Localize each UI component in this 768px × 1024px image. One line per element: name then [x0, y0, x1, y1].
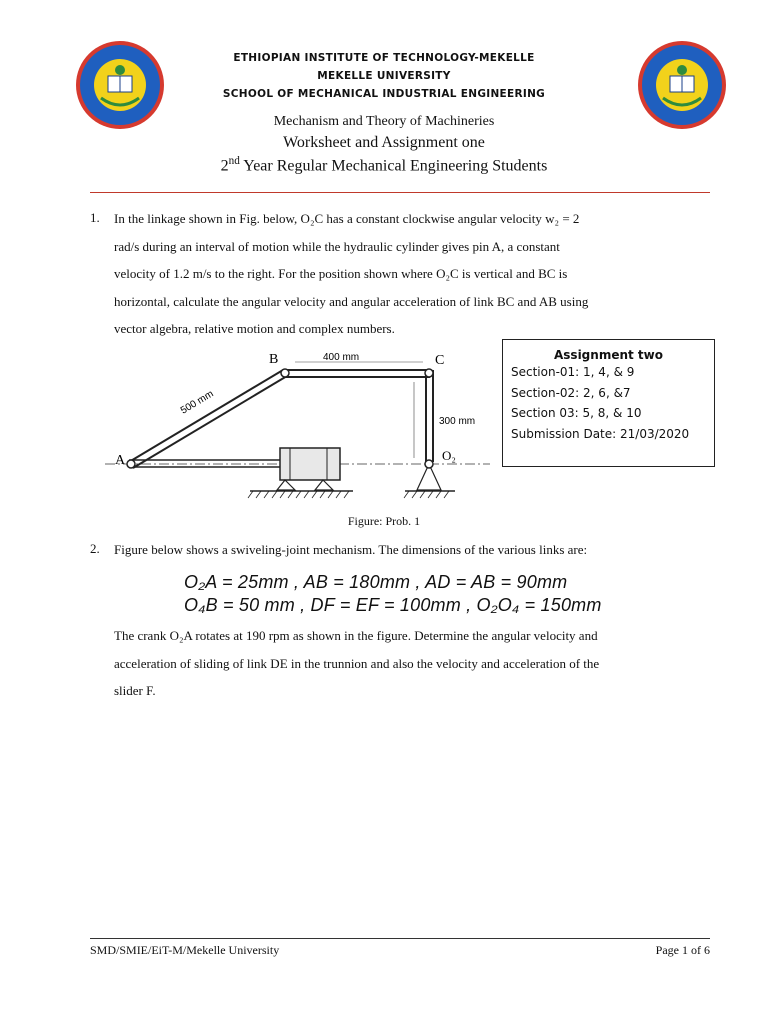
footer-divider [90, 938, 710, 939]
footer-left: SMD/SMIE/EiT-M/Mekelle University [90, 943, 280, 957]
institute-name: ETHIOPIAN INSTITUTE OF TECHNOLOGY-MEKELLE [233, 52, 535, 64]
label-b: B [269, 352, 279, 367]
problem-2-number: 2. [90, 541, 100, 556]
problem-1-line: horizontal, calculate the angular velocity and angular acceleration of link BC and AB using [114, 293, 589, 309]
problem-1-text [114, 205, 710, 343]
problem-2-text [114, 622, 710, 705]
dim-co2: 300 mm [439, 416, 476, 427]
problem-2-line: The crank O₂A rotates at 190 rpm as shown in the figure. Determine the angular velocity and [114, 628, 598, 643]
assignment-line: Submission Date: 21/03/2020 [511, 426, 690, 441]
course-title: Mechanism and Theory of Machineries [273, 114, 495, 129]
linkage-figure [105, 340, 495, 510]
problem-1-line: rad/s during an interval of motion while the hydraulic cylinder gives pin A, a constant [114, 238, 560, 254]
dimensions-formula-1: O₂A = 25mm , AB = 180mm , AD = AB = 90mm [184, 572, 568, 592]
worksheet-title: Worksheet and Assignment one [283, 134, 485, 151]
problem-1-line: In the linkage shown in Fig. below, O₂C has a constant clockwise angular velocity w₂ = 2 [114, 211, 580, 226]
dimensions-formula-2: O₄B = 50 mm , DF = EF = 100mm , O₂O₄ = 150mm [184, 595, 602, 615]
page-number: Page 1 of 6 [655, 943, 710, 957]
header-divider [90, 192, 710, 193]
school-name: SCHOOL OF MECHANICAL INDUSTRIAL ENGINEERING [222, 88, 546, 100]
problem-2-line: slider F. [114, 683, 156, 698]
problem-2-line: acceleration of sliding of link DE in the trunnion and also the velocity and acceleration of the [114, 655, 600, 671]
problem-1-line: velocity of 1.2 m/s to the right. For the position shown where O₂C is vertical and BC is [114, 266, 568, 281]
university-name: MEKELLE UNIVERSITY [317, 70, 451, 82]
assignment-line: Section-01: 1, 4, & 9 [511, 365, 635, 379]
label-c: C [435, 353, 445, 368]
problem-1-line: vector algebra, relative motion and complex numbers. [114, 321, 395, 336]
assignment-line: Section-02: 2, 6, &7 [511, 385, 631, 400]
figure-caption: Figure: Prob. 1 [347, 514, 421, 528]
assignment-box [502, 339, 715, 467]
assignment-line: Section 03: 5, 8, & 10 [511, 406, 642, 420]
student-year: 2nd Year Regular Mechanical Engineering Students [220, 155, 548, 175]
label-o2: O₂ [442, 448, 456, 463]
label-a: A [115, 453, 126, 468]
problem-2-intro: Figure below shows a swiveling-joint mechanism. The dimensions of the various links are: [114, 542, 588, 557]
assignment-title: Assignment two [554, 348, 663, 362]
dim-ab: 500 mm [178, 388, 216, 417]
problem-1-number: 1. [90, 210, 100, 225]
dim-bc: 400 mm [323, 352, 360, 363]
